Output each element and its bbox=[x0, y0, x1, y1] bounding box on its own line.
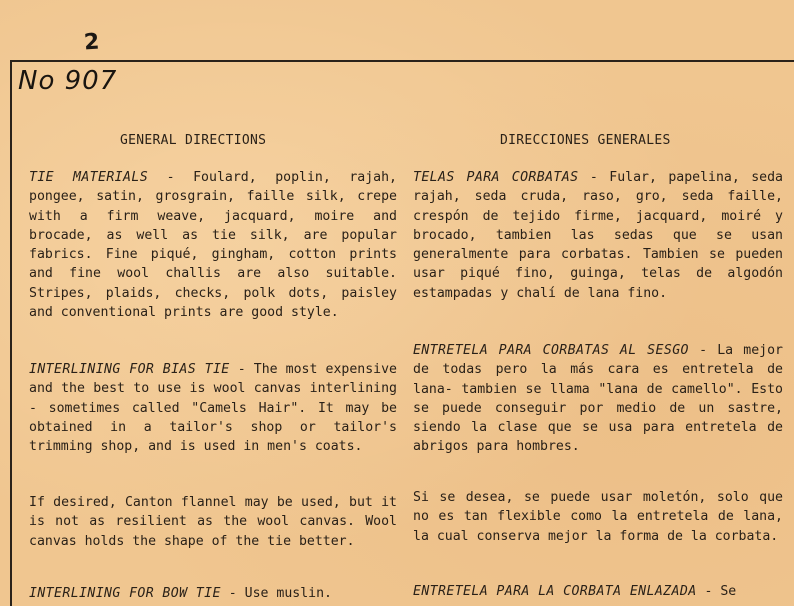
paragraph-text: - Use muslin. bbox=[220, 586, 332, 601]
paragraph-text: - Se bbox=[696, 584, 737, 599]
paragraph-text: - The most expensive and the best to use is wool canvas interlining - sometimes called "Camels Hair". It may be obtained in a tailor's shop or tailor's trimming shop, and is used in men's coats. bbox=[29, 362, 397, 455]
paragraph-lead: TIE MATERIALS bbox=[29, 170, 149, 185]
handwritten-page-number: 2 bbox=[83, 29, 101, 56]
paragraph-moleton bbox=[413, 488, 783, 546]
paragraph-lead: INTERLINING FOR BIAS TIE bbox=[29, 362, 230, 377]
paragraph-entretela-enlazada bbox=[413, 582, 783, 601]
paragraph-interlining-bow-tie bbox=[29, 584, 397, 603]
paragraph-telas-para-corbatas bbox=[413, 168, 783, 303]
paragraph-lead: ENTRETELA PARA LA CORBATA ENLAZADA bbox=[413, 584, 697, 599]
paragraph-lead: TELAS PARA CORBATAS bbox=[413, 170, 579, 185]
heading-general-directions: GENERAL DIRECTIONS bbox=[120, 133, 267, 148]
heading-direcciones-generales: DIRECCIONES GENERALES bbox=[500, 133, 671, 148]
paragraph-text: - La mejor de todas pero la más cara es entretela de lana- tambien se llama "lana de camello". Esto se puede conseguir por medio de un sastre, siendo la clase que se usa para entretela de abrigos para hombres. bbox=[413, 343, 783, 455]
frame-border-left bbox=[10, 60, 12, 606]
paragraph-text: Si se desea, se puede usar moletón, solo que no es tan flexible como la entretela de lana, la cual conserva mejor la forma de la corbata. bbox=[413, 490, 783, 544]
paragraph-canton-flannel bbox=[29, 493, 397, 551]
paragraph-text: - Fular, papelina, seda rajah, seda cruda, raso, gro, seda faille, crespón de tejido firme, jacquard, moiré y brocado, tambien las sedas que se usan generalmente para corbatas. Tambien se pueden usar piqué fino, guinga, telas de algodón estampadas y chalí de lana fino. bbox=[413, 170, 783, 301]
paragraph-entretela-al-sesgo bbox=[413, 341, 783, 457]
document-number: No 907 bbox=[18, 66, 118, 96]
paragraph-text: - Foulard, poplin, rajah, pongee, satin, grosgrain, faille silk, crepe with a firm weave, jacquard, moire and brocade, as well as tie silk, are popular fabrics. Fine piqué, gingham, cotton prints and fine wool challis are also suitable. Stripes, plaids, checks, polk dots, paisley and conventional prints are good style. bbox=[29, 170, 397, 321]
frame-border-top bbox=[10, 60, 794, 62]
paragraph-lead: ENTRETELA PARA CORBATAS AL SESGO bbox=[413, 343, 689, 358]
paragraph-interlining-bias-tie bbox=[29, 360, 397, 456]
paragraph-tie-materials bbox=[29, 168, 397, 322]
paragraph-lead: INTERLINING FOR BOW TIE bbox=[29, 586, 221, 601]
paragraph-text: If desired, Canton flannel may be used, but it is not as resilient as the wool canvas. Wool canvas holds the shape of the tie better. bbox=[29, 495, 397, 549]
